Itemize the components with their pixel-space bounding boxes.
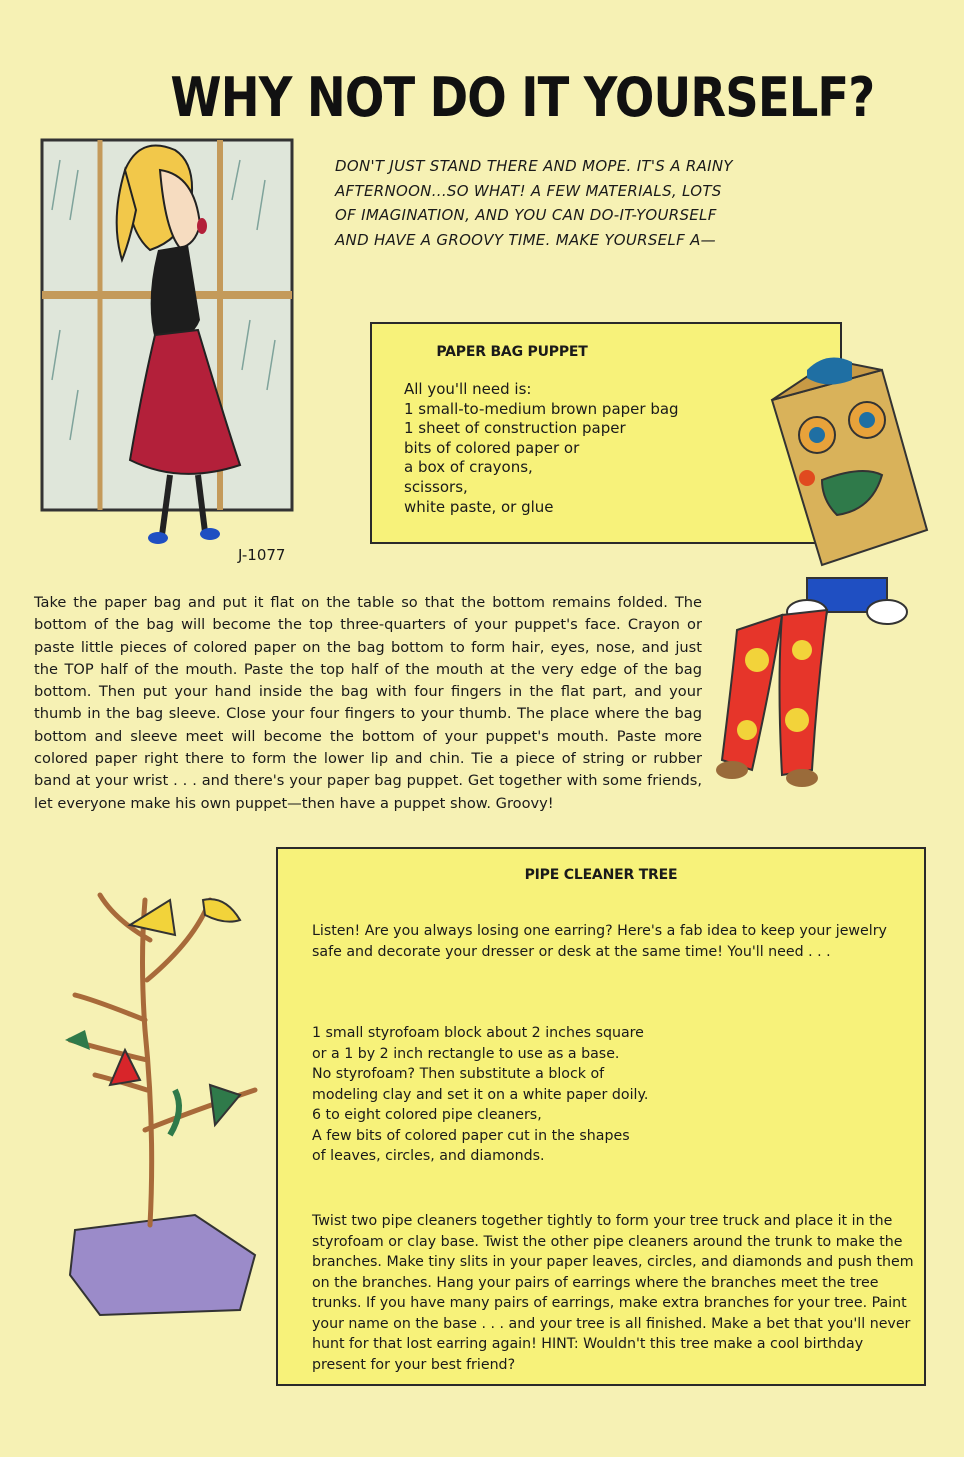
pipe-cleaner-tree-heading: PIPE CLEANER TREE (524, 867, 678, 883)
paper-bag-puppet-illustration (712, 350, 952, 810)
list-item: white paste, or glue (404, 497, 554, 516)
list-item: or a 1 by 2 inch rectangle to use as a base. (312, 1045, 620, 1062)
puppet-instructions: Take the paper bag and put it flat on the table so that the bottom remains folded. The bottom of the bag will become the top three-quarters of your puppet's face. Crayon or paste little pieces of colored paper on the bag bottom to form hair, eyes, nose, and just the TOP half of the mouth. Paste the top half of the mouth at the very edge of the bag bottom. Then put your hand inside the bag with four fingers in the flat part, and your thumb in the bag sleeve. Close your four fingers to your thumb. The place where the bag bottom and sleeve meet will become the bottom of your puppet's mouth. Paste more colored paper right there to form the lower lip and chin. Tie a piece of string or rubber band at your wrist . . . and there's your paper bag puppet. Get together with some friends, let everyone make his own puppet—then have a puppet show. Groovy! (34, 594, 702, 812)
list-item: a box of crayons, (404, 458, 533, 477)
pipe-cleaner-tree-box (276, 847, 926, 1386)
list-item: modeling clay and set it on a white paper doily. (312, 1086, 649, 1103)
list-item: No styrofoam? Then substitute a block of (312, 1066, 605, 1082)
list-item: bits of colored paper or (404, 438, 580, 457)
puppet-materials-lead: All you'll need is: (404, 380, 532, 398)
girl-at-window-illustration (30, 130, 310, 570)
tree-materials-list (312, 1023, 920, 1167)
list-item: 1 small-to-medium brown paper bag (404, 399, 679, 418)
list-item: A few bits of colored paper cut in the shapes (312, 1127, 630, 1144)
list-item: scissors, (404, 477, 468, 496)
puppet-materials-list (404, 380, 679, 517)
intro-text: DON'T JUST STAND THERE AND MOPE. IT'S A RAINY AFTERNOON...SO WHAT! A FEW MATERIALS, LOTS OF IMAGINATION, AND YOU CAN DO-IT-YOURSELF AND HAVE A GROOVY TIME. MAKE YOURSELF A— (335, 157, 733, 249)
tree-intro: Listen! Are you always losing one earring? Here's a fab idea to keep your jewelry safe and decorate your dresser or desk at the same time! You'll need . . . (312, 923, 887, 960)
list-item: 1 sheet of construction paper (404, 419, 626, 438)
tree-instructions: Twist two pipe cleaners together tightly to form your tree truck and place it in the styrofoam or clay base. Twist the other pipe cleaners around the trunk to make the branches. Make tiny slits in your paper leaves, circles, and diamonds and push them on the branches. Hang your pairs of earrings where the branches meet the tree trunks. If you have many pairs of earrings, make extra branches for your tree. Paint your name on the base . . . and your tree is all finished. Make a bet that you'll never hunt for that lost earring again! HINT: Wouldn't this tree make a cool birthday present for your best friend? (312, 1213, 914, 1373)
page-title: WHY NOT DO IT YOURSELF? (170, 66, 875, 129)
list-item: of leaves, circles, and diamonds. (312, 1148, 545, 1164)
list-item: 6 to eight colored pipe cleaners, (312, 1107, 542, 1123)
illustration-code: J-1077 (238, 546, 286, 564)
list-item: 1 small styrofoam block about 2 inches square (312, 1025, 644, 1041)
paper-bag-puppet-heading: PAPER BAG PUPPET (436, 344, 588, 360)
pipe-cleaner-tree-illustration (55, 880, 285, 1320)
